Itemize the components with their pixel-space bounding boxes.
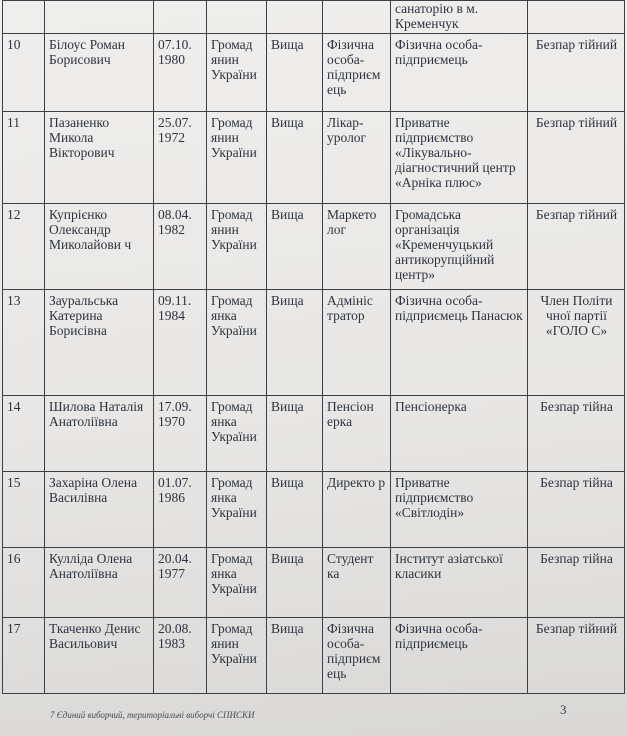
cell-number: 11 xyxy=(3,112,45,204)
cell-name: Захаріна Олена Василівна xyxy=(45,472,154,548)
cell-citizenship: Громад янка України xyxy=(207,396,267,472)
cell-number: 10 xyxy=(3,34,45,112)
cell-workplace: Фізична особа-підприємець xyxy=(391,618,528,694)
cell-name: Білоус Роман Борисович xyxy=(45,34,154,112)
table-row xyxy=(3,34,625,112)
cell-citizenship: Громад янин України xyxy=(207,34,267,112)
cell-birth-date: 01.07. 1986 xyxy=(154,472,207,548)
cell-birth-date: 25.07. 1972 xyxy=(154,112,207,204)
candidate-table-body xyxy=(3,1,625,694)
cell-citizenship: Громад янка України xyxy=(207,290,267,396)
cell-education: Вища xyxy=(267,204,323,290)
cell-party: Безпар тійний xyxy=(528,112,625,204)
table-row xyxy=(3,548,625,618)
table-row xyxy=(3,112,625,204)
cell-citizenship xyxy=(207,1,267,34)
cell-party: Безпар тійний xyxy=(528,34,625,112)
table-row xyxy=(3,290,625,396)
cell-citizenship: Громад янин України xyxy=(207,204,267,290)
cell-occupation: Маркето лог xyxy=(323,204,391,290)
cell-education: Вища xyxy=(267,396,323,472)
cell-workplace: Інститут азіатської класики xyxy=(391,548,528,618)
cell-number: 16 xyxy=(3,548,45,618)
table-row xyxy=(3,396,625,472)
cell-education: Вища xyxy=(267,618,323,694)
cell-number: 17 xyxy=(3,618,45,694)
cell-workplace: Приватне підприємство «Лікувально-діагностичний центр «Арніка плюс» xyxy=(391,112,528,204)
cell-education xyxy=(267,1,323,34)
cell-education: Вища xyxy=(267,112,323,204)
cell-occupation: Директо р xyxy=(323,472,391,548)
cell-occupation: Фізична особа-підприєм ець xyxy=(323,618,391,694)
footer-note: 7 Єдиний виборчий, територіальні виборчі СПИСКИ xyxy=(50,710,255,720)
cell-name: Кулліда Олена Анатоліївна xyxy=(45,548,154,618)
cell-birth-date: 17.09. 1970 xyxy=(154,396,207,472)
cell-citizenship: Громад янин України xyxy=(207,112,267,204)
table-row xyxy=(3,472,625,548)
cell-workplace: Громадська організація «Кременчуцький антикорупційний центр» xyxy=(391,204,528,290)
cell-citizenship: Громад янка України xyxy=(207,472,267,548)
cell-name: Шилова Наталія Анатоліївна xyxy=(45,396,154,472)
cell-occupation: Пенсіон ерка xyxy=(323,396,391,472)
cell-birth-date: 09.11. 1984 xyxy=(154,290,207,396)
cell-workplace: Фізична особа-підприємець xyxy=(391,34,528,112)
cell-name: Ткаченко Денис Васильович xyxy=(45,618,154,694)
cell-number: 13 xyxy=(3,290,45,396)
cell-birth-date: 07.10. 1980 xyxy=(154,34,207,112)
cell-citizenship: Громад янка України xyxy=(207,548,267,618)
cell-party: Безпар тійний xyxy=(528,618,625,694)
cell-occupation xyxy=(323,1,391,34)
cell-number: 12 xyxy=(3,204,45,290)
cell-number xyxy=(3,1,45,34)
cell-party: Безпар тійна xyxy=(528,472,625,548)
cell-workplace: санаторію в м. Кременчук xyxy=(391,1,528,34)
cell-workplace: Пенсіонерка xyxy=(391,396,528,472)
cell-birth-date: 20.08. 1983 xyxy=(154,618,207,694)
cell-birth-date: 08.04. 1982 xyxy=(154,204,207,290)
cell-citizenship: Громад янин України xyxy=(207,618,267,694)
cell-party: Член Політи чної партії «ГОЛО С» xyxy=(528,290,625,396)
cell-education: Вища xyxy=(267,472,323,548)
table-row xyxy=(3,618,625,694)
cell-birth-date: 20.04. 1977 xyxy=(154,548,207,618)
cell-workplace: Приватне підприємство «Світлодін» xyxy=(391,472,528,548)
page-number: 3 xyxy=(560,702,567,717)
cell-party: Безпар тійна xyxy=(528,548,625,618)
cell-occupation: Лікар-уролог xyxy=(323,112,391,204)
cell-birth-date xyxy=(154,1,207,34)
cell-name: Купрієнко Олександр Миколайови ч xyxy=(45,204,154,290)
cell-number: 15 xyxy=(3,472,45,548)
cell-education: Вища xyxy=(267,290,323,396)
cell-party: Безпар тійний xyxy=(528,204,625,290)
cell-name xyxy=(45,1,154,34)
cell-occupation: Фізична особа-підприєм ець xyxy=(323,34,391,112)
candidate-table xyxy=(2,0,625,694)
cell-occupation: Адмініс тратор xyxy=(323,290,391,396)
cell-party: Безпар тійна xyxy=(528,396,625,472)
cell-name: Зауральська Катерина Борисівна xyxy=(45,290,154,396)
cell-party xyxy=(528,1,625,34)
cell-name: Пазаненко Микола Вікторович xyxy=(45,112,154,204)
cell-education: Вища xyxy=(267,548,323,618)
cell-occupation: Студент ка xyxy=(323,548,391,618)
cell-education: Вища xyxy=(267,34,323,112)
cell-workplace: Фізична особа-підприємець Панасюк xyxy=(391,290,528,396)
table-row-continued xyxy=(3,1,625,34)
table-row xyxy=(3,204,625,290)
cell-number: 14 xyxy=(3,396,45,472)
